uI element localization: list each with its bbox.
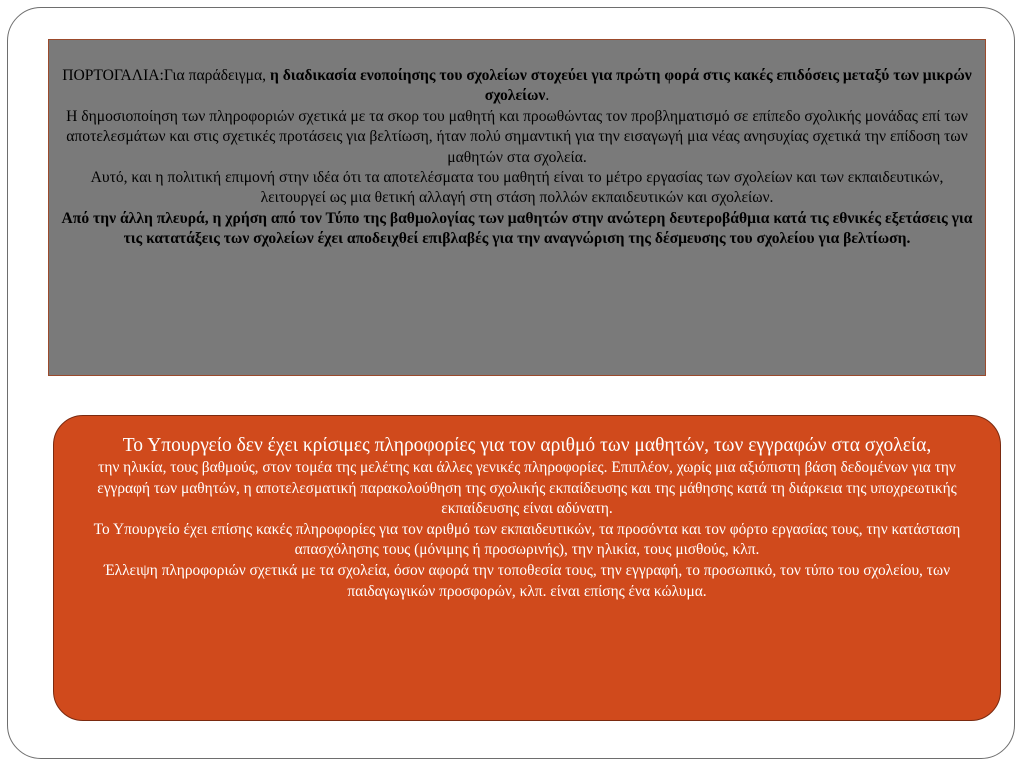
ministry-text-box [53,415,1001,721]
slide [7,7,1015,759]
portugal-intro-plain: ΠΟΡΤΟΓΑΛΙΑ:Για παράδειγμα, [62,67,270,84]
publication-paragraph: Η δημοσιοποίηση των πληροφοριών σχετικά με τα σκορ του μαθητή και προωθώντας τον προβληματισμό σε επίπεδο σχολικής μονάδας επί των αποτελεσμάτων και στις σχετικές προτάσεις για βελτίωση, ήταν πολύ σημαντική για την εισαγωγή μια νέας ανησυχίας σχετικά την επίδοση των μαθητών στα σχολεία. [66,107,968,166]
change-paragraph: λειτουργεί ως μια θετική αλλαγή στη στάση πολλών εκπαιδευτικών και σχολείων. [260,189,774,207]
teachers-info-paragraph: Το Υπουργείο έχει επίσης κακές πληροφορίες για τον αριθμό των εκπαιδευτικών, τα προσόντα και τον φόρτο εργασίας τους, την κατάσταση απασχόλησης τους (μόνιμης ή προσωρινής), την ηλικία, τους μισθούς, κλπ. [93,520,961,559]
portugal-intro-bold: η διαδικασία ενοποίησης του σχολείων στοχεύει για πρώτη φορά στις κακές επιδόσεις μεταξύ των μικρών σχολείων [269,67,972,105]
portugal-intro [61,66,973,107]
schools-info-paragraph: Έλλειψη πληροφοριών σχετικά με τα σχολεία, όσον αφορά την τοποθεσία τους, την εγγραφή, το προσωπικό, τον τύπο του σχολείου, των παιδαγωγικών προσφορών, κλπ. είναι επίσης ένα κώλυμα. [103,561,951,600]
policy-paragraph: Αυτό, και η πολιτική επιμονή στην ιδέα ότι τα αποτελέσματα του μαθητή είναι το μέτρο εργασίας των σχολείων και των εκπαιδευτικών, [90,169,944,187]
portugal-text-box [48,39,986,376]
press-ranking-paragraph [61,209,973,250]
students-info-paragraph: την ηλικία, τους βαθμούς, στον τομέα της μελέτης και άλλες γενικές πληροφορίες. Επιπλέον, χωρίς μια αξιόπιστη βάση δεδομένων για την εγγραφή των μαθητών, η αποτελεσματική παρακολούθηση της σχολικής εκπαίδευσης και της μάθησης κατά τη διάρκεια της υποχρεωτικής εκπαίδευσης είναι αδύνατη. [97,459,957,518]
ministry-lead: Το Υπουργείο δεν έχει κρίσιμες πληροφορίες για τον αριθμό των μαθητών, των εγγραφών στα σχολεία, [122,435,932,456]
press-ranking-bold: Από την άλλη πλευρά, η χρήση από τον Τύπο της βαθμολογίας των μαθητών στην ανώτερη δευτεροβάθμια κατά τις εθνικές εξετάσεις για τις κατατάξεις των σχολείων έχει αποδειχθεί επιβλαβές για την αναγνώριση της δέσμευσης του σχολείου για βελτίωση. [61,209,973,248]
portugal-intro-end: . [545,87,550,105]
